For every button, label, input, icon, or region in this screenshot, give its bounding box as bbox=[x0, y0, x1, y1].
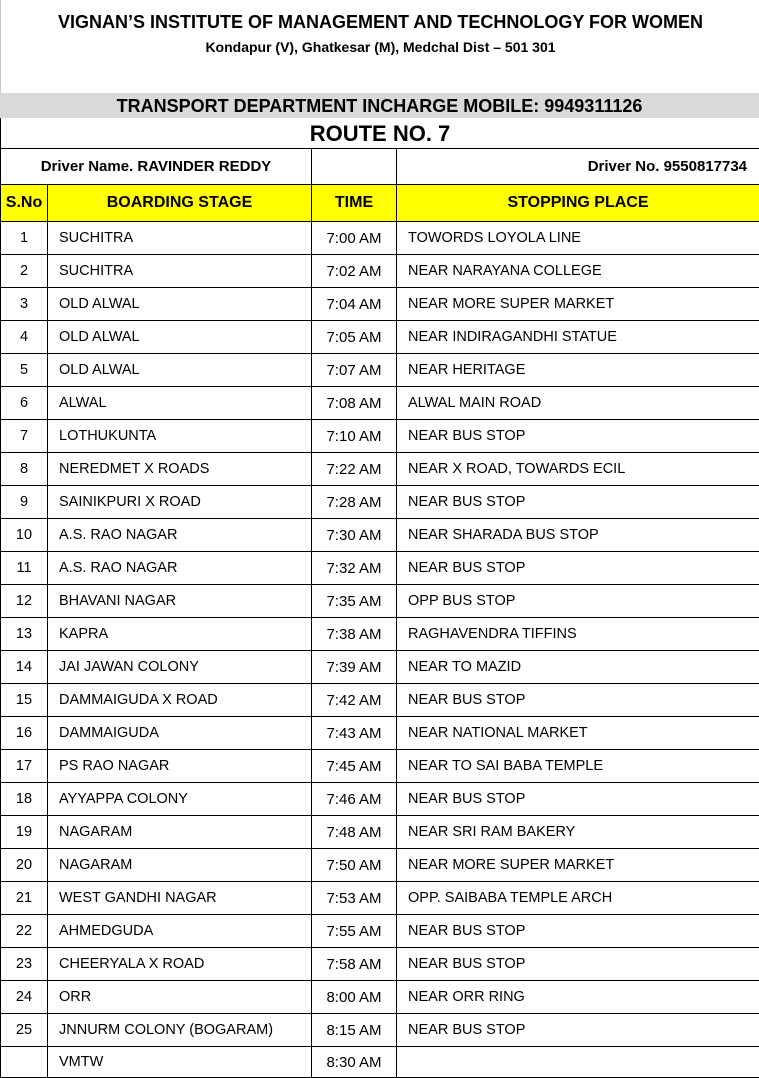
table-row bbox=[1, 1047, 759, 1078]
row-boarding-stage: DAMMAIGUDA bbox=[48, 717, 312, 750]
row-boarding-stage: BHAVANI NAGAR bbox=[48, 585, 312, 618]
table-row bbox=[1, 222, 759, 255]
row-boarding-stage: JAI JAWAN COLONY bbox=[48, 651, 312, 684]
row-time: 7:48 AM bbox=[312, 816, 397, 849]
column-header-row bbox=[1, 185, 759, 222]
institute-name: VIGNAN’S INSTITUTE OF MANAGEMENT AND TECHNOLOGY FOR WOMEN bbox=[58, 12, 703, 32]
row-time: 7:42 AM bbox=[312, 684, 397, 717]
row-stopping-place: RAGHAVENDRA TIFFINS bbox=[397, 618, 759, 651]
row-stopping-place: NEAR X ROAD, TOWARDS ECIL bbox=[397, 453, 759, 486]
row-sno: 17 bbox=[1, 750, 48, 783]
table-row bbox=[1, 1014, 759, 1047]
table-row bbox=[1, 783, 759, 816]
row-time: 7:30 AM bbox=[312, 519, 397, 552]
col-header-boarding-stage: BOARDING STAGE bbox=[48, 185, 312, 222]
row-sno: 16 bbox=[1, 717, 48, 750]
department-banner: TRANSPORT DEPARTMENT INCHARGE MOBILE: 9949311126 bbox=[0, 93, 759, 118]
driver-name: Driver Name. RAVINDER REDDY bbox=[1, 149, 312, 185]
table-row bbox=[1, 882, 759, 915]
row-boarding-stage: ALWAL bbox=[48, 387, 312, 420]
row-sno: 4 bbox=[1, 321, 48, 354]
row-boarding-stage: JNNURM COLONY (BOGARAM) bbox=[48, 1014, 312, 1047]
row-sno: 2 bbox=[1, 255, 48, 288]
table-row bbox=[1, 651, 759, 684]
row-time: 8:30 AM bbox=[312, 1047, 397, 1078]
row-boarding-stage: AYYAPPA COLONY bbox=[48, 783, 312, 816]
row-stopping-place: NEAR ORR RING bbox=[397, 981, 759, 1014]
header-block bbox=[0, 0, 759, 93]
row-boarding-stage: SUCHITRA bbox=[48, 255, 312, 288]
row-time: 7:46 AM bbox=[312, 783, 397, 816]
row-stopping-place: NEAR BUS STOP bbox=[397, 552, 759, 585]
row-boarding-stage: SAINIKPURI X ROAD bbox=[48, 486, 312, 519]
row-boarding-stage: NAGARAM bbox=[48, 849, 312, 882]
row-sno: 13 bbox=[1, 618, 48, 651]
row-time: 7:05 AM bbox=[312, 321, 397, 354]
row-stopping-place: TOWORDS LOYOLA LINE bbox=[397, 222, 759, 255]
row-sno: 23 bbox=[1, 948, 48, 981]
row-time: 7:38 AM bbox=[312, 618, 397, 651]
row-sno: 18 bbox=[1, 783, 48, 816]
row-time: 7:00 AM bbox=[312, 222, 397, 255]
table-row bbox=[1, 717, 759, 750]
row-sno: 11 bbox=[1, 552, 48, 585]
row-sno: 5 bbox=[1, 354, 48, 387]
table-row bbox=[1, 552, 759, 585]
table-row bbox=[1, 288, 759, 321]
row-stopping-place: NEAR BUS STOP bbox=[397, 948, 759, 981]
row-stopping-place: NEAR BUS STOP bbox=[397, 420, 759, 453]
row-time: 7:35 AM bbox=[312, 585, 397, 618]
row-time: 7:10 AM bbox=[312, 420, 397, 453]
row-time: 7:53 AM bbox=[312, 882, 397, 915]
route-title: ROUTE NO. 7 bbox=[0, 118, 759, 148]
row-stopping-place: NEAR NARAYANA COLLEGE bbox=[397, 255, 759, 288]
table-row bbox=[1, 981, 759, 1014]
row-sno: 20 bbox=[1, 849, 48, 882]
col-header-time: TIME bbox=[312, 185, 397, 222]
row-boarding-stage: DAMMAIGUDA X ROAD bbox=[48, 684, 312, 717]
col-header-stopping-place: STOPPING PLACE bbox=[397, 185, 759, 222]
row-boarding-stage: LOTHUKUNTA bbox=[48, 420, 312, 453]
driver-spacer-cell bbox=[312, 149, 397, 185]
table-row bbox=[1, 255, 759, 288]
row-time: 7:22 AM bbox=[312, 453, 397, 486]
row-time: 8:15 AM bbox=[312, 1014, 397, 1047]
row-boarding-stage: WEST GANDHI NAGAR bbox=[48, 882, 312, 915]
row-time: 7:02 AM bbox=[312, 255, 397, 288]
table-row bbox=[1, 519, 759, 552]
row-time: 7:07 AM bbox=[312, 354, 397, 387]
row-stopping-place: NEAR HERITAGE bbox=[397, 354, 759, 387]
row-time: 7:43 AM bbox=[312, 717, 397, 750]
row-sno: 8 bbox=[1, 453, 48, 486]
table-row bbox=[1, 618, 759, 651]
row-sno: 1 bbox=[1, 222, 48, 255]
table-row bbox=[1, 915, 759, 948]
row-boarding-stage: ORR bbox=[48, 981, 312, 1014]
table-row bbox=[1, 816, 759, 849]
row-time: 7:58 AM bbox=[312, 948, 397, 981]
row-time: 7:04 AM bbox=[312, 288, 397, 321]
row-sno: 12 bbox=[1, 585, 48, 618]
row-time: 8:00 AM bbox=[312, 981, 397, 1014]
row-time: 7:50 AM bbox=[312, 849, 397, 882]
row-boarding-stage: OLD ALWAL bbox=[48, 354, 312, 387]
row-boarding-stage: VMTW bbox=[48, 1047, 312, 1078]
row-sno: 3 bbox=[1, 288, 48, 321]
row-sno: 14 bbox=[1, 651, 48, 684]
row-stopping-place: NEAR TO MAZID bbox=[397, 651, 759, 684]
row-stopping-place: OPP BUS STOP bbox=[397, 585, 759, 618]
institute-address: Kondapur (V), Ghatkesar (M), Medchal Dist – 501 301 bbox=[205, 39, 556, 55]
row-boarding-stage: PS RAO NAGAR bbox=[48, 750, 312, 783]
table-row bbox=[1, 684, 759, 717]
table-row bbox=[1, 354, 759, 387]
row-sno: 7 bbox=[1, 420, 48, 453]
row-boarding-stage: A.S. RAO NAGAR bbox=[48, 519, 312, 552]
row-sno: 22 bbox=[1, 915, 48, 948]
row-stopping-place: NEAR MORE SUPER MARKET bbox=[397, 849, 759, 882]
row-stopping-place: NEAR TO SAI BABA TEMPLE bbox=[397, 750, 759, 783]
row-stopping-place: NEAR NATIONAL MARKET bbox=[397, 717, 759, 750]
driver-row bbox=[1, 149, 759, 185]
row-time: 7:08 AM bbox=[312, 387, 397, 420]
row-stopping-place: NEAR INDIRAGANDHI STATUE bbox=[397, 321, 759, 354]
table-row bbox=[1, 486, 759, 519]
table-row bbox=[1, 321, 759, 354]
table-row bbox=[1, 750, 759, 783]
row-time: 7:39 AM bbox=[312, 651, 397, 684]
table-row bbox=[1, 387, 759, 420]
row-boarding-stage: CHEERYALA X ROAD bbox=[48, 948, 312, 981]
row-sno: 19 bbox=[1, 816, 48, 849]
row-stopping-place: NEAR MORE SUPER MARKET bbox=[397, 288, 759, 321]
row-sno: 9 bbox=[1, 486, 48, 519]
row-sno: 15 bbox=[1, 684, 48, 717]
row-boarding-stage: NAGARAM bbox=[48, 816, 312, 849]
row-stopping-place: NEAR BUS STOP bbox=[397, 1014, 759, 1047]
route-table bbox=[0, 148, 759, 1078]
row-sno: 25 bbox=[1, 1014, 48, 1047]
table-row bbox=[1, 849, 759, 882]
row-stopping-place: OPP. SAIBABA TEMPLE ARCH bbox=[397, 882, 759, 915]
row-time: 7:55 AM bbox=[312, 915, 397, 948]
row-stopping-place: ALWAL MAIN ROAD bbox=[397, 387, 759, 420]
row-sno: 10 bbox=[1, 519, 48, 552]
table-row bbox=[1, 453, 759, 486]
row-boarding-stage: SUCHITRA bbox=[48, 222, 312, 255]
row-sno bbox=[1, 1047, 48, 1078]
row-stopping-place bbox=[397, 1047, 759, 1078]
row-boarding-stage: NEREDMET X ROADS bbox=[48, 453, 312, 486]
row-stopping-place: NEAR BUS STOP bbox=[397, 486, 759, 519]
row-boarding-stage: AHMEDGUDA bbox=[48, 915, 312, 948]
row-stopping-place: NEAR SHARADA BUS STOP bbox=[397, 519, 759, 552]
row-stopping-place: NEAR SRI RAM BAKERY bbox=[397, 816, 759, 849]
table-row bbox=[1, 948, 759, 981]
row-time: 7:28 AM bbox=[312, 486, 397, 519]
row-boarding-stage: OLD ALWAL bbox=[48, 321, 312, 354]
row-stopping-place: NEAR BUS STOP bbox=[397, 783, 759, 816]
driver-number: Driver No. 9550817734 bbox=[397, 149, 759, 185]
row-boarding-stage: KAPRA bbox=[48, 618, 312, 651]
row-sno: 6 bbox=[1, 387, 48, 420]
row-stopping-place: NEAR BUS STOP bbox=[397, 915, 759, 948]
table-row bbox=[1, 420, 759, 453]
row-boarding-stage: OLD ALWAL bbox=[48, 288, 312, 321]
row-time: 7:45 AM bbox=[312, 750, 397, 783]
table-row bbox=[1, 585, 759, 618]
row-stopping-place: NEAR BUS STOP bbox=[397, 684, 759, 717]
row-sno: 24 bbox=[1, 981, 48, 1014]
row-boarding-stage: A.S. RAO NAGAR bbox=[48, 552, 312, 585]
row-sno: 21 bbox=[1, 882, 48, 915]
col-header-sno: S.No bbox=[1, 185, 48, 222]
row-time: 7:32 AM bbox=[312, 552, 397, 585]
